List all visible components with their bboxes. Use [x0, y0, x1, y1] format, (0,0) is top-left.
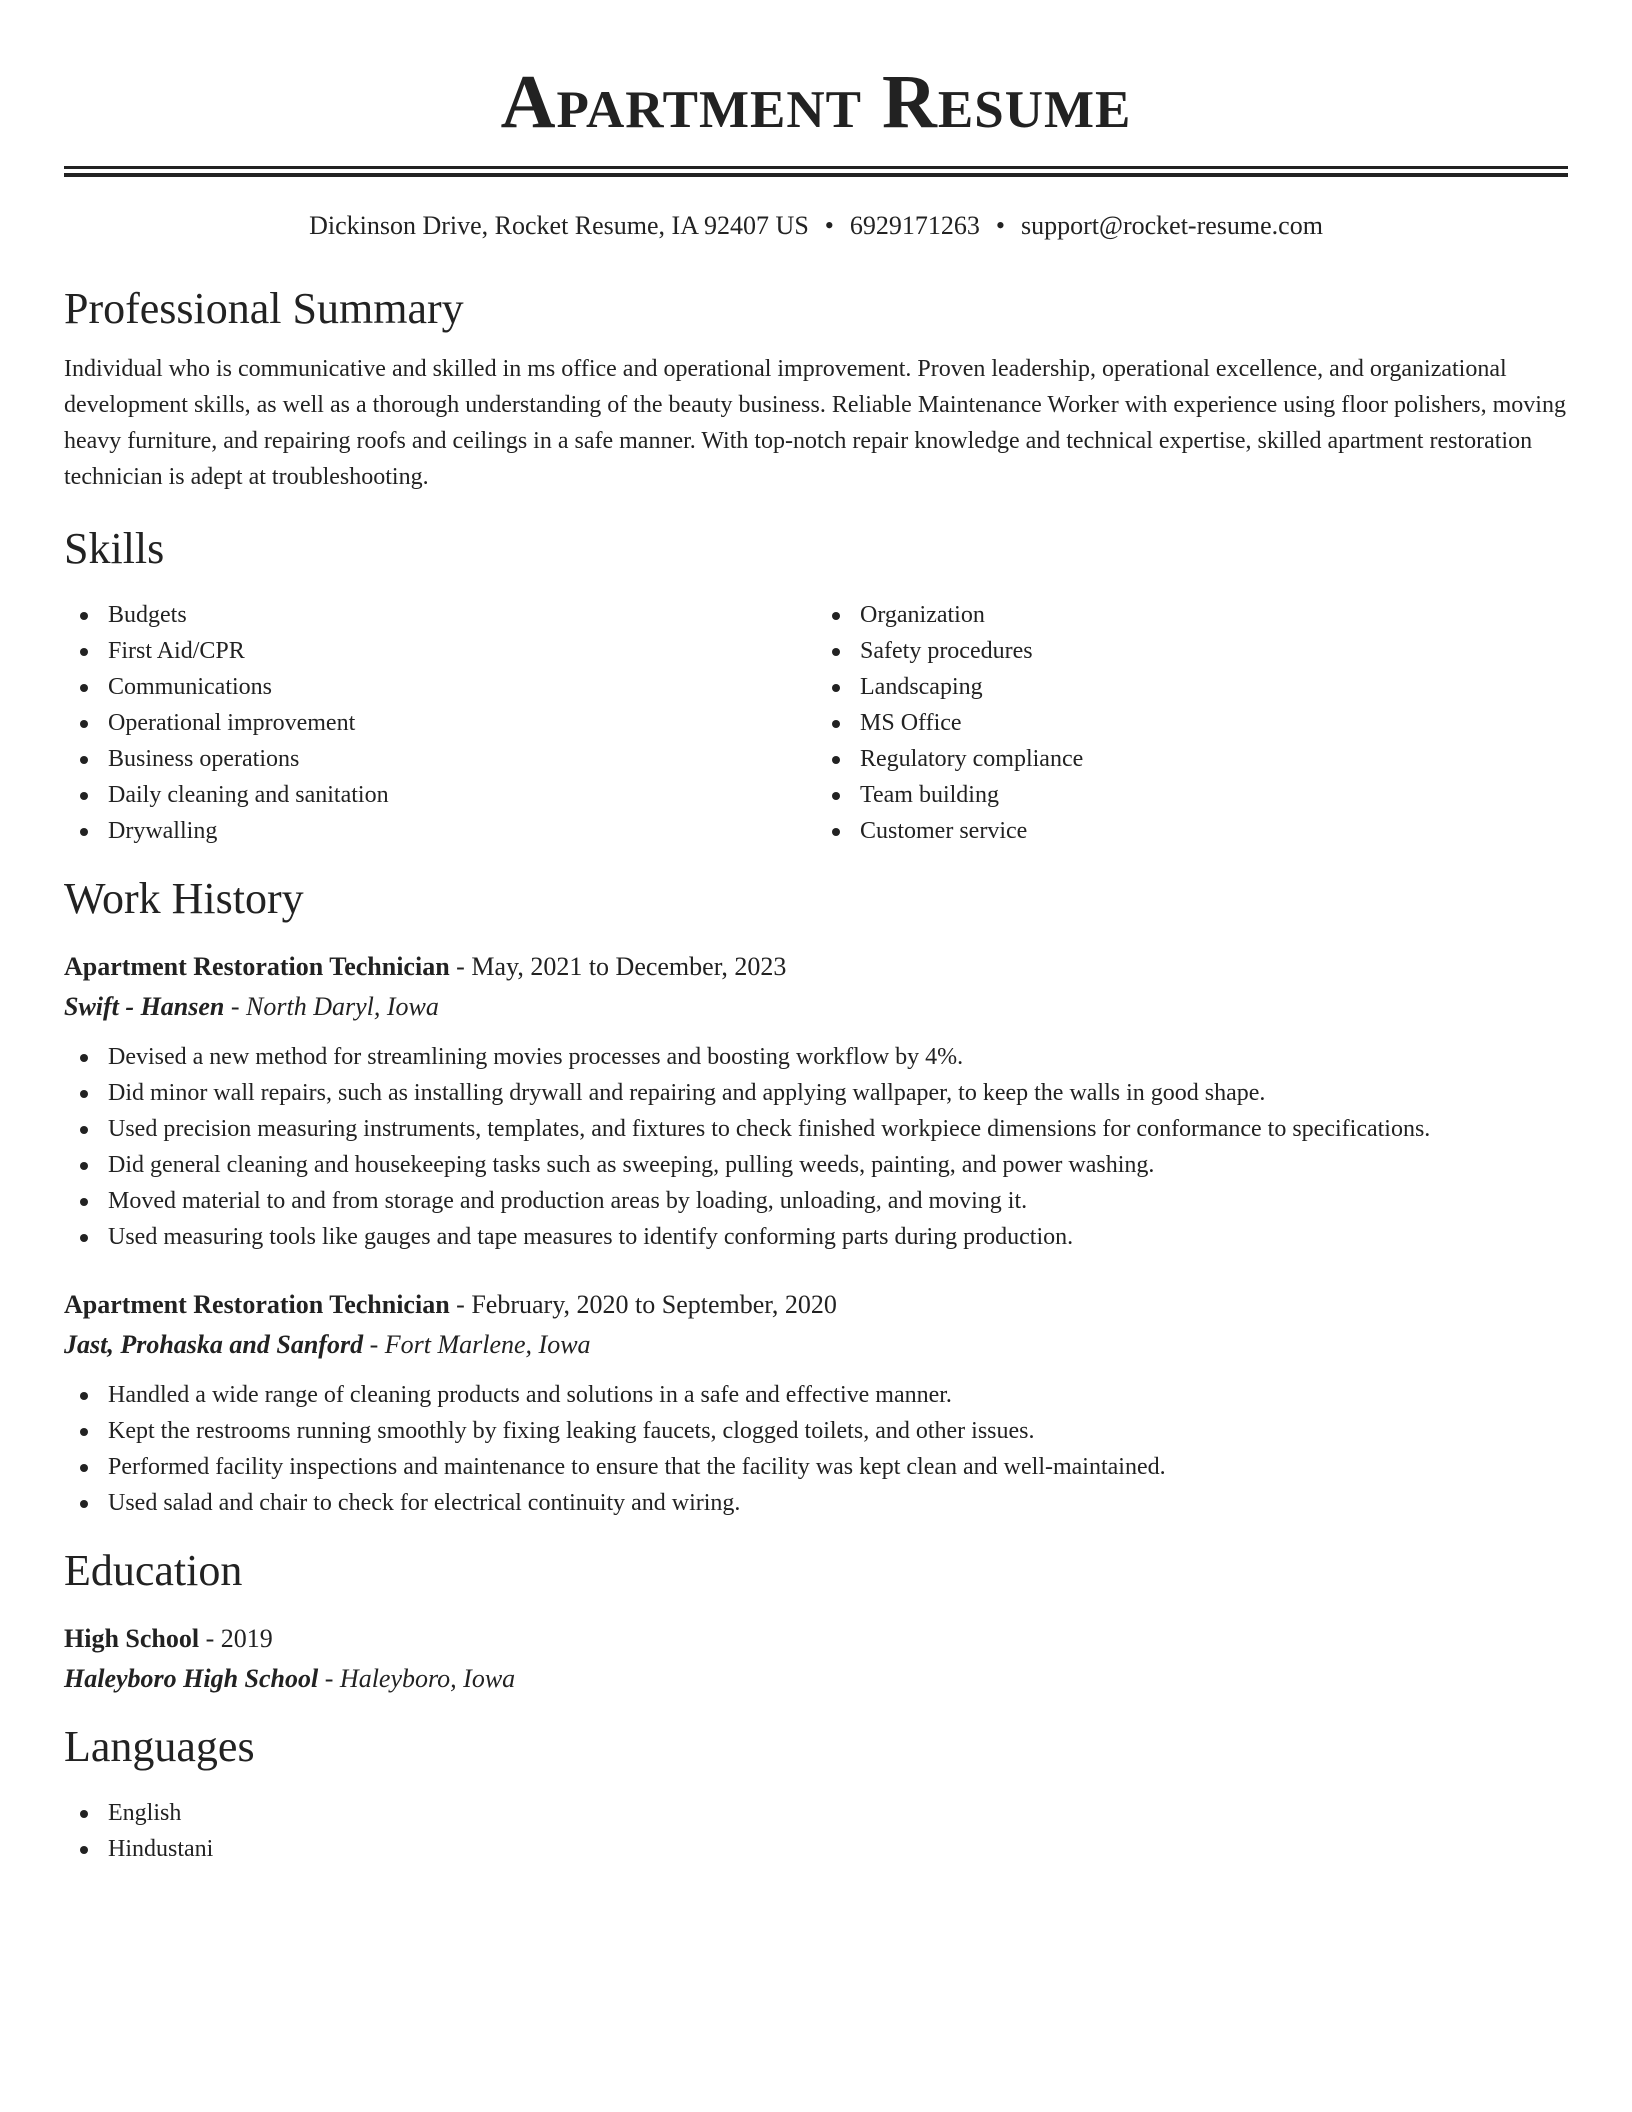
language-item: Hindustani: [108, 1831, 1568, 1867]
summary-text: Individual who is communicative and skilled in ms office and operational improvement. Proven leadership, operational excellence, and organizational development skills, as well as a thorough understanding of the beauty business. Reliable Maintenance Worker with experience using floor polishers, moving heavy furniture, and repairing roofs and ceilings in a safe manner. With top-notch repair knowledge and technical expertise, skilled apartment restoration technician is adept at troubleshooting.: [64, 356, 1566, 490]
work-history-heading: Work History: [64, 874, 304, 923]
skill-item: Customer service: [860, 813, 1568, 849]
job-header: Apartment Restoration Technician - May, 2021 to December, 2023: [64, 952, 787, 981]
skill-item: Business operations: [108, 741, 816, 777]
job-employer: Swift - Hansen - North Daryl, Iowa: [64, 992, 439, 1021]
education-degree: High School: [64, 1624, 200, 1653]
skill-item: Budgets: [108, 597, 816, 633]
job-header: Apartment Restoration Technician - February, 2020 to September, 2020: [64, 1290, 837, 1319]
contact-phone: 6929171263: [849, 211, 980, 240]
contact-separator: •: [995, 211, 1006, 240]
contact-email[interactable]: support@rocket-resume.com: [1021, 211, 1323, 240]
job-bullet: Did minor wall repairs, such as installing drywall and repairing and applying wallpaper, to keep the walls in good shape.: [108, 1075, 1568, 1111]
job-entry: [64, 949, 1568, 1255]
job-bullet: Kept the restrooms running smoothly by fixing leaking faucets, clogged toilets, and other issues.: [108, 1413, 1568, 1449]
skill-item: Landscaping: [860, 669, 1568, 705]
education-header: High School - 2019: [64, 1624, 273, 1653]
skills-list-right: [816, 597, 1568, 849]
job-bullet: Performed facility inspections and maintenance to ensure that the facility was kept clean and well-maintained.: [108, 1449, 1568, 1485]
job-bullet: Handled a wide range of cleaning products and solutions in a safe and effective manner.: [108, 1377, 1568, 1413]
job-title: Apartment Restoration Technician: [64, 952, 450, 981]
contact-separator: •: [824, 211, 834, 240]
job-bullet: Moved material to and from storage and production areas by loading, unloading, and moving it.: [108, 1183, 1568, 1219]
skill-item: MS Office: [860, 705, 1568, 741]
education-heading: Education: [64, 1546, 243, 1595]
job-company: Jast, Prohaska and Sanford: [64, 1330, 364, 1359]
title-divider: [64, 166, 1568, 177]
education-year: 2019: [220, 1624, 273, 1653]
job-bullet: Used salad and chair to check for electrical continuity and wiring.: [108, 1485, 1568, 1521]
job-employer: Jast, Prohaska and Sanford - Fort Marlene, Iowa: [64, 1330, 591, 1359]
skill-item: Communications: [108, 669, 816, 705]
skill-item: Team building: [860, 777, 1568, 813]
skill-item: Operational improvement: [108, 705, 816, 741]
education-entry: [64, 1621, 1568, 1697]
language-item: English: [108, 1795, 1568, 1831]
skill-item: Daily cleaning and sanitation: [108, 777, 816, 813]
job-bullets: [64, 1377, 1568, 1521]
education-school-line: Haleyboro High School - Haleyboro, Iowa: [64, 1664, 516, 1693]
skills-heading: Skills: [64, 524, 165, 573]
skills-list-left: [64, 597, 816, 849]
skills-columns: [64, 597, 1568, 849]
job-company: Swift - Hansen: [64, 992, 225, 1021]
education-school: Haleyboro High School: [64, 1664, 319, 1693]
languages-heading: Languages: [64, 1722, 255, 1771]
job-bullet: Used precision measuring instruments, templates, and fixtures to check finished workpiece dimensions for conformance to specifications.: [108, 1111, 1568, 1147]
job-entry: [64, 1287, 1568, 1521]
job-dates: May, 2021 to December, 2023: [471, 952, 787, 981]
skill-item: Regulatory compliance: [860, 741, 1568, 777]
job-bullet: Used measuring tools like gauges and tape measures to identify conforming parts during production.: [108, 1219, 1568, 1255]
education-location: Haleyboro, Iowa: [339, 1664, 516, 1693]
languages-list: [64, 1795, 1568, 1867]
skill-item: Safety procedures: [860, 633, 1568, 669]
job-location: Fort Marlene, Iowa: [384, 1330, 591, 1359]
job-location: North Daryl, Iowa: [246, 992, 439, 1021]
skill-item: Organization: [860, 597, 1568, 633]
skill-item: First Aid/CPR: [108, 633, 816, 669]
summary-heading: Professional Summary: [64, 284, 464, 333]
job-title: Apartment Restoration Technician: [64, 1290, 450, 1319]
job-bullet: Did general cleaning and housekeeping tasks such as sweeping, pulling weeds, painting, and power washing.: [108, 1147, 1568, 1183]
contact-line: [64, 209, 1568, 243]
job-bullet: Devised a new method for streamlining movies processes and boosting workflow by 4%.: [108, 1039, 1568, 1075]
skill-item: Drywalling: [108, 813, 816, 849]
contact-address: Dickinson Drive, Rocket Resume, IA 92407 US: [309, 211, 809, 240]
job-dates: February, 2020 to September, 2020: [471, 1290, 837, 1319]
job-bullets: [64, 1039, 1568, 1255]
resume-title: Apartment Resume: [500, 60, 1132, 144]
